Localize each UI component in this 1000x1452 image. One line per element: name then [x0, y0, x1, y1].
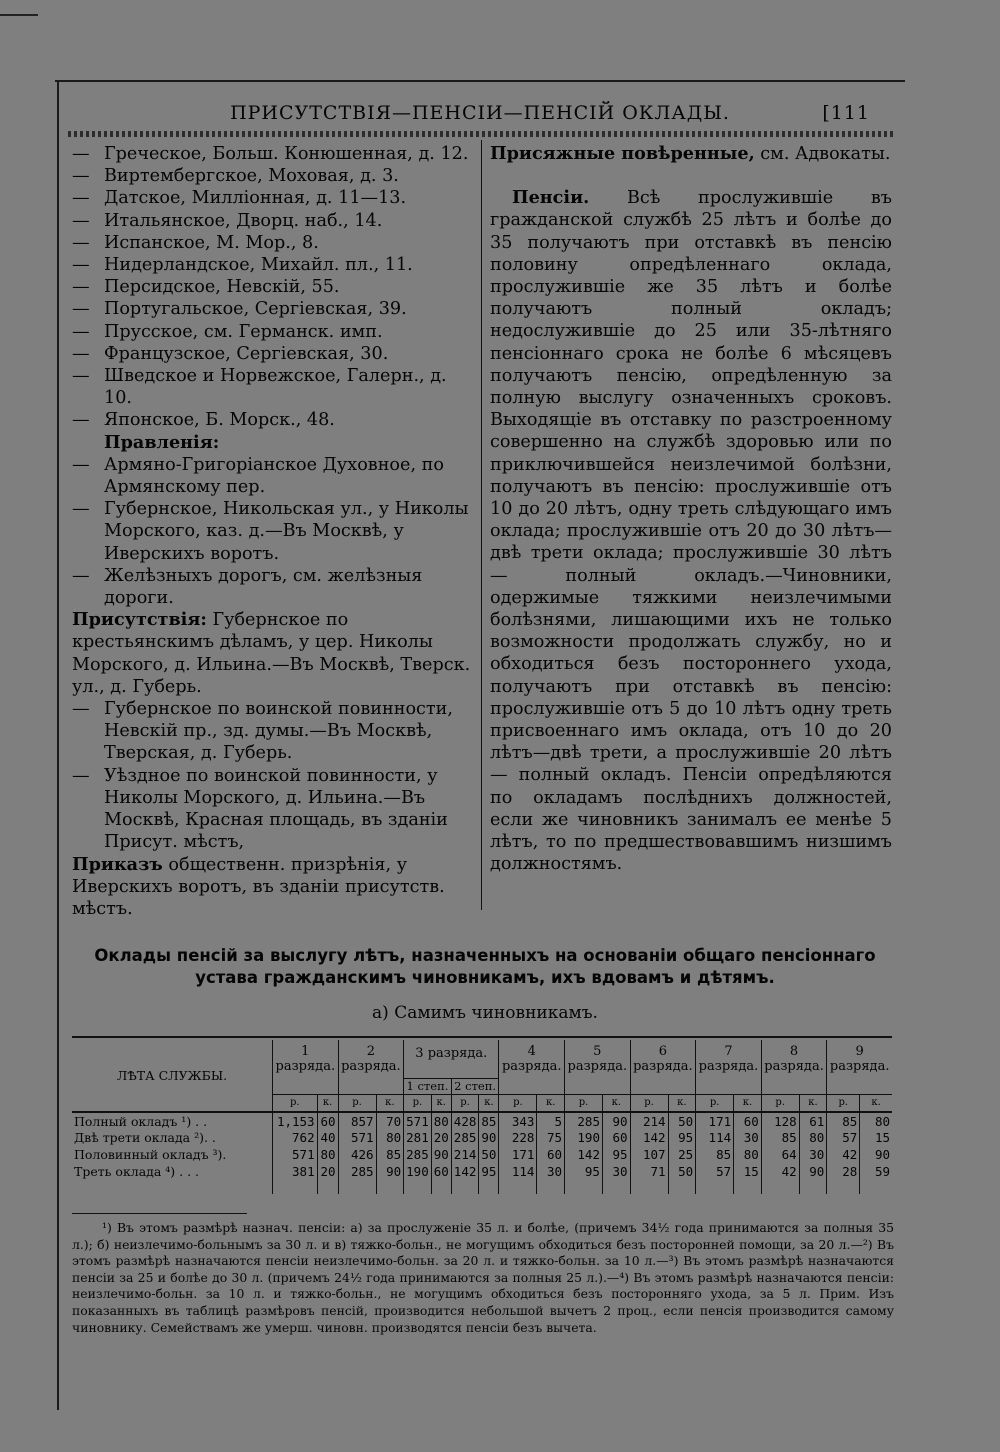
prisutstvia-heading: Присутствія:	[72, 609, 207, 631]
table-body	[72, 1112, 892, 1194]
cell-kopecks: 90	[860, 1146, 892, 1163]
cell-kopecks: 60	[317, 1112, 338, 1129]
spacer	[273, 1180, 318, 1194]
cell-rubles: 190	[404, 1163, 432, 1180]
spacer	[827, 1180, 860, 1194]
list-item	[72, 210, 474, 232]
cell-kopecks: 50	[479, 1146, 499, 1163]
list-item	[72, 276, 474, 298]
col-header: 6 разряда.	[630, 1040, 696, 1078]
cell-kopecks: 30	[734, 1129, 762, 1146]
col-header: 2 разряда.	[338, 1040, 404, 1078]
spacer	[338, 1078, 404, 1094]
list-item-text: Греческое, Больш. Конюшенная, д. 12.	[104, 144, 469, 164]
spacer	[376, 1180, 404, 1194]
cell-rubles: 64	[761, 1146, 799, 1163]
list-item	[72, 498, 474, 565]
unit-kopecks: к.	[602, 1094, 630, 1112]
unit-kopecks: к.	[376, 1094, 404, 1112]
pension-table	[72, 1040, 892, 1194]
cell-kopecks: 70	[376, 1112, 404, 1129]
spacer	[602, 1180, 630, 1194]
cell-kopecks: 50	[668, 1112, 696, 1129]
cell-rubles: 285	[565, 1112, 603, 1129]
cell-rubles: 571	[273, 1146, 318, 1163]
list-item	[72, 298, 474, 320]
list-item-text: Датское, Милліонная, д. 11—13.	[104, 188, 407, 209]
cell-kopecks: 80	[860, 1112, 892, 1129]
cell-rubles: 142	[451, 1163, 479, 1180]
cell-rubles: 57	[696, 1163, 734, 1180]
cell-rubles: 95	[565, 1163, 603, 1180]
unit-kopecks: к.	[668, 1094, 696, 1112]
list-item-text: Итальянское, Дворц. наб., 14.	[104, 210, 383, 231]
list-item-text: Прусское, см. Германск. имп.	[104, 321, 383, 342]
dash-mark: —	[72, 188, 90, 209]
cell-rubles: 285	[404, 1146, 432, 1163]
sub-col-header: 1 степ.	[404, 1078, 452, 1094]
list-item	[72, 698, 474, 765]
list-item-text: Нидерландское, Михайл. пл., 11.	[104, 255, 413, 276]
header-title: ПРИСУТСТВІЯ—ПЕНСІИ—ПЕНСІЙ ОКЛАДЫ.	[230, 102, 730, 124]
unit-rubles: р.	[273, 1094, 318, 1112]
unit-kopecks: к.	[734, 1094, 762, 1112]
list-item	[72, 165, 474, 187]
spacer	[451, 1180, 479, 1194]
spacer	[273, 1078, 339, 1094]
footnotes-text: ¹) Въ этомъ размѣрѣ назнач. пенсіи: а) за прослуженіе 35 л. и болѣе, (причемъ 34½ года принимаются за полныя 35 л.); б) неизлечимо-больнымъ за 30 л. и в) тяжко-больн., не могущимъ обходиться безъ посторонней помощи, за 20 л.—²) Въ этомъ размѣрѣ назначаются пенсіи неизлечимо-больн. за 20 л. и тяжко-больн. за 10 л.—³) Въ этомъ размѣрѣ назначаются пенсіи за 25 и болѣе до 30 л. (причемъ 24½ года принимаются за полныя 25 л.).—⁴) Въ этомъ размѣрѣ назначаются пенсіи: неизлечимо-больн. за 10 л. и тяжко-больн., не могущимъ обходиться безъ посторонняго ухода, за 5 л. Прим. Изъ показанныхъ въ таблицѣ размѣровъ пенсій, производится небольшой вычетъ 2 проц., если пенсія производится самому чиновнику. Семействамъ же умерш. чиновн. производятся пенсіи безъ вычета.	[72, 1220, 894, 1335]
cell-kopecks: 80	[431, 1112, 451, 1129]
cell-kopecks: 85	[376, 1146, 404, 1163]
wavy-divider	[68, 131, 894, 137]
spacer	[404, 1180, 432, 1194]
cell-rubles: 571	[338, 1129, 376, 1146]
cell-kopecks: 90	[376, 1163, 404, 1180]
cell-kopecks: 20	[317, 1163, 338, 1180]
cell-rubles: 114	[499, 1163, 537, 1180]
pravlenia-heading: Правленія:	[104, 431, 220, 453]
spacer	[696, 1180, 734, 1194]
prisutstvia-entry	[72, 609, 474, 698]
unit-rubles: р.	[827, 1094, 860, 1112]
dash-mark: —	[72, 166, 90, 187]
cell-kopecks: 61	[799, 1112, 827, 1129]
list-item	[72, 254, 474, 276]
row-label: Полный окладъ ¹) . .	[74, 1113, 208, 1129]
sub-col-header: 2 степ.	[451, 1078, 499, 1094]
prisutstvia-list	[72, 698, 474, 853]
cell-kopecks: 40	[317, 1129, 338, 1146]
cell-rubles: 214	[630, 1112, 668, 1129]
cell-rubles: 142	[630, 1129, 668, 1146]
spacer	[734, 1180, 762, 1194]
cell-rubles: 42	[761, 1163, 799, 1180]
list-item-text: Французское, Сергіевская, 30.	[104, 343, 389, 364]
unit-rubles: р.	[499, 1094, 537, 1112]
list-item	[72, 765, 474, 854]
cell-kopecks: 30	[602, 1163, 630, 1180]
table-row	[72, 1163, 892, 1180]
dash-mark: —	[72, 499, 90, 520]
footnotes	[72, 1220, 894, 1336]
cell-rubles: 171	[696, 1112, 734, 1129]
column-divider	[481, 140, 482, 910]
col-header: 4 разряда.	[499, 1040, 565, 1078]
prisutstvia-text: Губернское по крестьянскимъ дѣламъ, у цер. Николы Морского, д. Ильина.—Въ Москвѣ, Тверск. ул., д. Губерь.	[72, 610, 471, 697]
table-row	[72, 1112, 892, 1129]
list-item	[72, 321, 474, 343]
col-header: 7 разряда.	[696, 1040, 762, 1078]
dash-mark: —	[72, 144, 90, 164]
prikaz-text: общественн. призрѣнія, у Иверскихъ воротъ, въ зданіи присутств. мѣстъ.	[72, 854, 445, 919]
list-item	[72, 365, 474, 409]
dash-mark: —	[72, 277, 90, 298]
row-label: Треть оклада ⁴) . . .	[74, 1164, 200, 1179]
list-item	[72, 454, 474, 498]
cell-rubles: 285	[451, 1129, 479, 1146]
page-frame-top	[55, 80, 905, 82]
row-header: ЛѢТА СЛУЖБЫ.	[116, 1068, 228, 1083]
table-row	[72, 1146, 892, 1163]
cell-kopecks: 90	[799, 1163, 827, 1180]
spacer	[72, 1180, 273, 1194]
spacer	[338, 1180, 376, 1194]
list-item	[72, 143, 474, 165]
row-label: Двѣ трети оклада ²). .	[74, 1130, 216, 1145]
cell-rubles: 107	[630, 1146, 668, 1163]
spacer	[630, 1180, 668, 1194]
cell-kopecks: 15	[860, 1129, 892, 1146]
cell-kopecks: 20	[431, 1129, 451, 1146]
cell-rubles: 285	[338, 1163, 376, 1180]
table-spacer-row	[72, 1180, 892, 1194]
dash-mark: —	[72, 299, 90, 320]
spacer	[565, 1078, 631, 1094]
cell-kopecks: 50	[668, 1163, 696, 1180]
table-row	[72, 1129, 892, 1146]
cell-kopecks: 95	[668, 1129, 696, 1146]
page-frame-left	[57, 80, 59, 1410]
left-column	[72, 143, 474, 920]
pensii-heading: Пенсіи.	[512, 187, 590, 209]
cell-kopecks: 80	[734, 1146, 762, 1163]
spacer	[860, 1180, 892, 1194]
list-item-text: Шведское и Норвежское, Галерн., д. 10.	[104, 366, 447, 409]
cell-rubles: 28	[827, 1163, 860, 1180]
page-number: [111	[822, 102, 870, 124]
dash-mark: —	[72, 210, 90, 231]
list-item-text: Виртембергское, Моховая, д. 3.	[104, 166, 399, 187]
cell-kopecks: 95	[602, 1146, 630, 1163]
unit-kopecks: к.	[317, 1094, 338, 1112]
cell-kopecks: 80	[799, 1129, 827, 1146]
cell-kopecks: 60	[537, 1146, 565, 1163]
dash-mark: —	[72, 321, 90, 342]
unit-rubles: р.	[630, 1094, 668, 1112]
dash-mark: —	[72, 765, 90, 786]
unit-rubles: р.	[404, 1094, 432, 1112]
cell-rubles: 171	[499, 1146, 537, 1163]
cell-kopecks: 85	[479, 1112, 499, 1129]
list-item-text: Португальское, Сергіевская, 39.	[104, 299, 407, 320]
cell-kopecks: 75	[537, 1129, 565, 1146]
spacer	[479, 1180, 499, 1194]
cell-rubles: 71	[630, 1163, 668, 1180]
cell-rubles: 1,153	[273, 1112, 318, 1129]
prisyazhnye-text: см. Адвокаты.	[760, 144, 891, 164]
list-item-text: Армяно-Григоріанское Духовное, по Армянскому пер.	[104, 454, 444, 498]
cell-rubles: 57	[827, 1129, 860, 1146]
unit-kopecks: к.	[799, 1094, 827, 1112]
cell-rubles: 428	[451, 1112, 479, 1129]
col-header: 1 разряда.	[273, 1040, 339, 1078]
dash-mark: —	[72, 454, 90, 475]
cell-rubles: 281	[404, 1129, 432, 1146]
spacer	[317, 1180, 338, 1194]
list-item-text: Уѣздное по воинской повинности, у Николы Морского, д. Ильина.—Въ Москвѣ, Красная площадь, въ зданіи Присут. мѣстъ,	[104, 765, 448, 853]
cell-kopecks: 90	[602, 1112, 630, 1129]
cell-rubles: 114	[696, 1129, 734, 1146]
running-header	[60, 102, 900, 130]
cell-kopecks: 90	[479, 1129, 499, 1146]
cell-kopecks: 60	[602, 1129, 630, 1146]
list-item-text: Губернское, Никольская ул., у Николы Морского, каз. д.—Въ Москвѣ, у Иверскихъ воротъ.	[104, 499, 469, 564]
prikaz-heading: Приказъ	[72, 853, 163, 875]
cell-rubles: 142	[565, 1146, 603, 1163]
dash-mark: —	[72, 255, 90, 276]
spacer	[761, 1180, 799, 1194]
spacer	[499, 1078, 565, 1094]
cell-kopecks: 15	[734, 1163, 762, 1180]
pravlenia-list	[72, 454, 474, 609]
list-item-text: Персидское, Невскій, 55.	[104, 277, 340, 298]
spacer	[431, 1180, 451, 1194]
dash-mark: —	[72, 343, 90, 364]
list-item	[72, 343, 474, 365]
spacer	[827, 1078, 892, 1094]
unit-rubles: р.	[338, 1094, 376, 1112]
spacer	[537, 1180, 565, 1194]
spacer	[630, 1078, 696, 1094]
cell-kopecks: 5	[537, 1112, 565, 1129]
dash-mark: —	[72, 366, 90, 387]
unit-kopecks: к.	[479, 1094, 499, 1112]
cell-kopecks: 30	[799, 1146, 827, 1163]
spacer	[499, 1180, 537, 1194]
unit-kopecks: к.	[431, 1094, 451, 1112]
dash-mark: —	[72, 410, 90, 431]
spacer	[799, 1180, 827, 1194]
unit-rubles: р.	[565, 1094, 603, 1112]
cell-rubles: 42	[827, 1146, 860, 1163]
list-item	[72, 187, 474, 209]
row-label: Половинный окладъ ³).	[74, 1147, 227, 1162]
spacer	[761, 1078, 827, 1094]
unit-rubles: р.	[451, 1094, 479, 1112]
cell-kopecks: 60	[734, 1112, 762, 1129]
cell-rubles: 128	[761, 1112, 799, 1129]
unit-rubles: р.	[696, 1094, 734, 1112]
cell-kopecks: 80	[376, 1129, 404, 1146]
cell-rubles: 762	[273, 1129, 318, 1146]
right-column	[490, 143, 892, 876]
spacer	[696, 1078, 762, 1094]
unit-rubles: р.	[761, 1094, 799, 1112]
col-header: 8 разряда.	[761, 1040, 827, 1078]
cell-kopecks: 59	[860, 1163, 892, 1180]
cell-kopecks: 30	[537, 1163, 565, 1180]
list-item-text: Японское, Б. Морск., 48.	[104, 410, 335, 431]
prisyazhnye-heading: Присяжные повѣренные,	[490, 143, 755, 164]
dash-mark: —	[72, 699, 90, 720]
spacer	[668, 1180, 696, 1194]
spacer	[565, 1180, 603, 1194]
cell-rubles: 381	[273, 1163, 318, 1180]
table-top-rule	[72, 1036, 892, 1038]
list-item-text: Желѣзныхъ дорогъ, см. желѣзныя дороги.	[104, 565, 423, 609]
col-header: 5 разряда.	[565, 1040, 631, 1078]
dash-mark: —	[72, 232, 90, 253]
list-item	[72, 565, 474, 609]
cell-kopecks: 95	[479, 1163, 499, 1180]
col-header: 3 разряда.	[404, 1040, 499, 1078]
cell-kopecks: 25	[668, 1146, 696, 1163]
dash-mark: —	[72, 565, 90, 586]
cell-kopecks: 60	[431, 1163, 451, 1180]
page-mark	[0, 14, 38, 16]
cell-rubles: 426	[338, 1146, 376, 1163]
table-title: Оклады пенсій за выслугу лѣтъ, назначенныхъ на основаніи общаго пенсіоннаго устава гражданскимъ чиновникамъ, ихъ вдовамъ и дѣтямъ.	[94, 946, 876, 987]
col-header: 9 разряда.	[827, 1040, 892, 1078]
cell-rubles: 857	[338, 1112, 376, 1129]
pensii-paragraph	[490, 187, 892, 875]
prisyazhnye-entry	[490, 143, 892, 165]
unit-kopecks: к.	[860, 1094, 892, 1112]
cell-rubles: 343	[499, 1112, 537, 1129]
list-item-text: Испанское, М. Мор., 8.	[104, 232, 319, 253]
list-item-text: Губернское по воинской повинности, Невскій пр., зд. думы.—Въ Москвѣ, Тверская, д. Губерь.	[104, 699, 453, 764]
prikaz-entry	[72, 854, 474, 921]
cell-rubles: 85	[827, 1112, 860, 1129]
cell-rubles: 228	[499, 1129, 537, 1146]
cell-rubles: 214	[451, 1146, 479, 1163]
cell-rubles: 85	[696, 1146, 734, 1163]
table-subtitle: а) Самимъ чиновникамъ.	[372, 1003, 598, 1023]
footnote-rule	[72, 1213, 247, 1214]
cell-kopecks: 90	[431, 1146, 451, 1163]
unit-kopecks: к.	[537, 1094, 565, 1112]
list-item	[72, 232, 474, 254]
cell-rubles: 190	[565, 1129, 603, 1146]
embassies-list	[72, 143, 474, 432]
cell-kopecks: 80	[317, 1146, 338, 1163]
cell-rubles: 85	[761, 1129, 799, 1146]
cell-rubles: 571	[404, 1112, 432, 1129]
pensii-text: Всѣ прослужившіе въ гражданской службѣ 25 лѣтъ и болѣе до 35 получаютъ при отставкѣ въ пенсію половину опредѣленнаго оклада, прослужившіе же 35 лѣтъ и болѣе получаютъ полный окладъ; недослужившіе до 25 или 35-лѣтняго пенсіоннаго срока не болѣе 6 мѣсяцевъ получаютъ пенсію, опредѣленную за полную выслугу означенныхъ сроковъ. Выходящіе въ отставку по разстроенному совершенно на службѣ здоровью или по приключившейся неизлечимой болѣзни, получаютъ въ пенсію: прослужившіе отъ 10 до 20 лѣтъ, одну треть слѣдующаго имъ оклада; прослужившіе отъ 20 до 30 лѣтъ—двѣ трети оклада; прослужившіе 30 лѣтъ — полный окладъ.—Чиновники, одержимые тяжкими неизлечимыми болѣзнями, лишающими ихъ не только возможности продолжать службу, но и обходиться безъ постороннего ухода, получаютъ при отставкѣ въ пенсію: прослужившіе отъ 5 до 10 лѣтъ одну треть присвоеннаго имъ оклада, отъ 10 до 20 лѣтъ—двѣ трети, а прослужившіе 20 лѣтъ — полный окладъ. Пенсіи опредѣляются по окладамъ послѣднихъ должностей, если же чиновникъ занималъ ее менѣе 5 лѣтъ, то по предшествовавшимъ низшимъ должностямъ.	[490, 188, 892, 875]
list-item	[72, 409, 474, 431]
